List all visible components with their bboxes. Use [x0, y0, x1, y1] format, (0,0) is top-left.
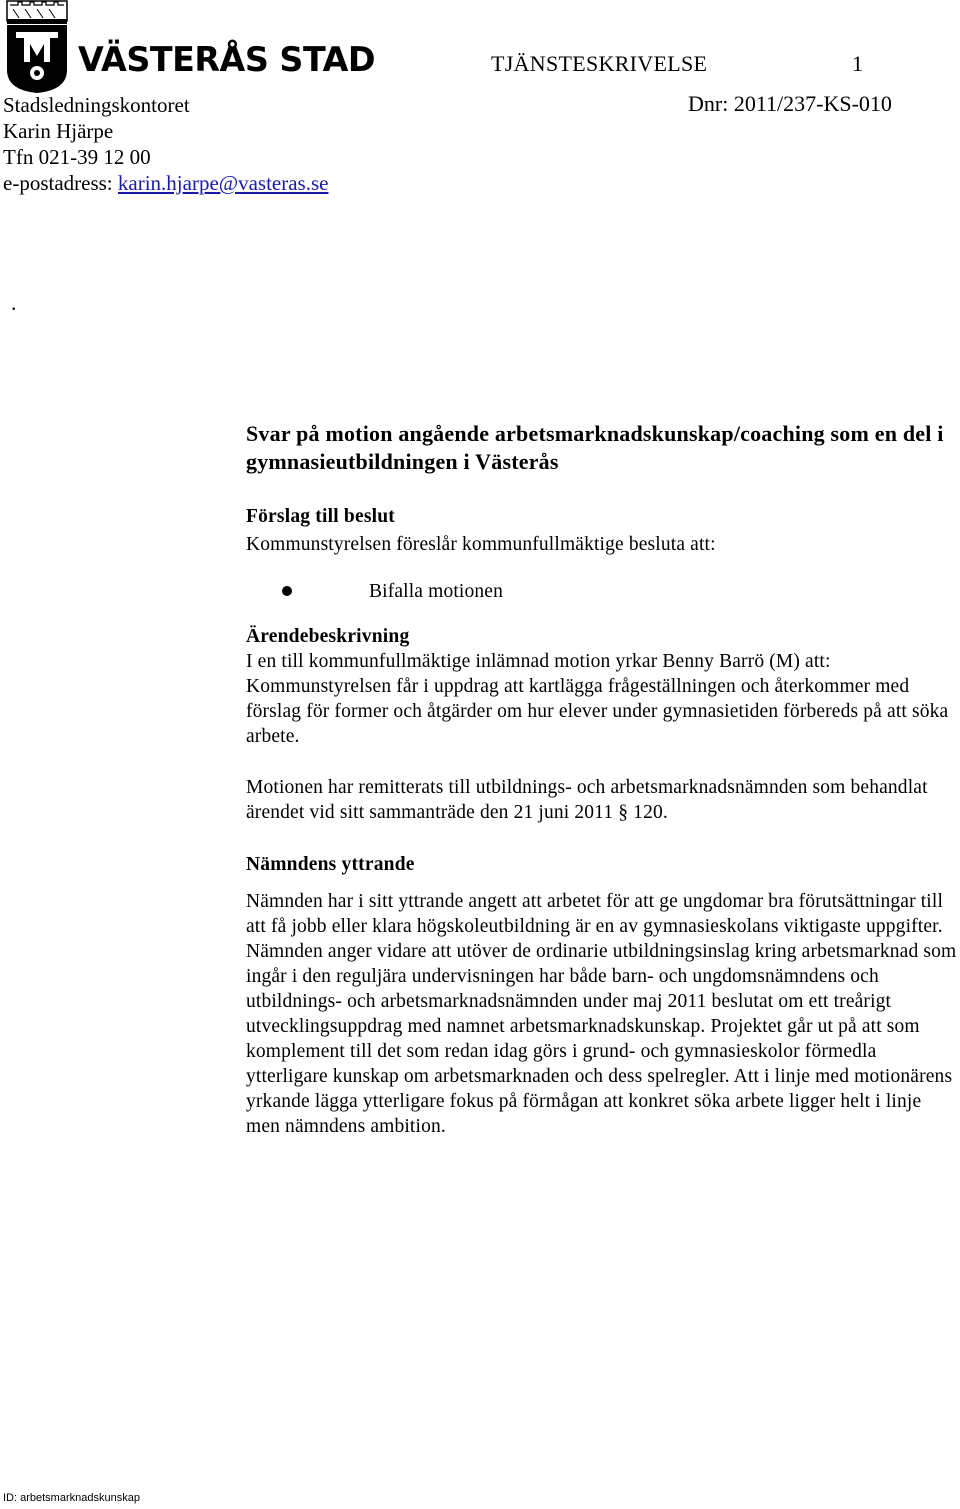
email-label: e-postadress:	[3, 171, 113, 195]
reference-number: Dnr: 2011/237-KS-010	[688, 91, 892, 116]
description-text: I en till kommunfullmäktige inlämnad motion yrkar Benny Barrö (M) att: Kommunstyrelsen får i uppdrag att kartlägga frågeställningen och återkommer med förslag för former och åtgärder om hur elever under gymnasietiden förbereds på att söka arbete.	[246, 651, 949, 747]
sender-name: Karin Hjärpe	[3, 119, 114, 143]
referral-text: Motionen har remitterats till utbildnings- och arbetsmarknadsnämnden som behandlat ärendet vid sitt sammanträde den 21 juni 2011 § 120.	[246, 777, 928, 823]
proposal-item-text: Bifalla motionen	[369, 581, 503, 602]
statement-text: Nämnden har i sitt yttrande angett att arbetet för att ge ungdomar bra förutsättningar till att få jobb eller klara högskoleutbildning är en av gymnasieskolans viktigaste uppgifter. Nämnden anger vidare att utöver de ordinarie utbildningsinslag kring arbetsmarknad som ingår i den reguljära undervisningen har både barn- och ungdomsnämndens och utbildnings- och arbetsmarknadsnämnden under maj 2011 beslutat om ett treårigt utvecklingsuppdrag med namnet arbetsmarknadskunskap. Projektet går ut på att som komplement till det som redan idag görs i grund- och gymnasieskolor förmedla ytterligare kunskap om arbetsmarknaden och dess spelregler. Att i linje med motionärens yrkande lägga ytterligare fokus på förmågan att konkret söka arbete ligger helt i linje men nämndens ambition.	[246, 891, 957, 1137]
document-type: TJÄNSTESKRIVELSE	[491, 51, 708, 76]
page-number: 1	[852, 51, 863, 76]
sender-department: Stadsledningskontoret	[3, 93, 190, 117]
proposal-list-item	[246, 579, 958, 604]
sender-email-row	[3, 170, 328, 196]
statement-heading: Nämndens yttrande	[246, 854, 415, 875]
separator-dot: .	[11, 290, 17, 315]
document-id-footer: ID: arbetsmarknadskunskap	[3, 1492, 140, 1504]
bullet-icon	[282, 586, 292, 596]
description-heading: Ärendebeskrivning	[246, 626, 410, 647]
proposal-heading: Förslag till beslut	[246, 506, 395, 527]
document-title: Svar på motion angående arbetsmarknadskunskap/coaching som en del i gymnasieutbildningen i Västerås	[246, 421, 944, 474]
sender-phone: Tfn 021-39 12 00	[3, 145, 151, 169]
org-name: VÄSTERÅS STAD	[78, 40, 376, 80]
document-body	[246, 420, 958, 1139]
email-link[interactable]: karin.hjarpe@vasteras.se	[117, 171, 329, 195]
proposal-intro: Kommunstyrelsen föreslår kommunfullmäktige besluta att:	[246, 534, 716, 555]
sender-block	[3, 92, 328, 196]
vasteras-coat-of-arms-icon	[4, 0, 70, 94]
